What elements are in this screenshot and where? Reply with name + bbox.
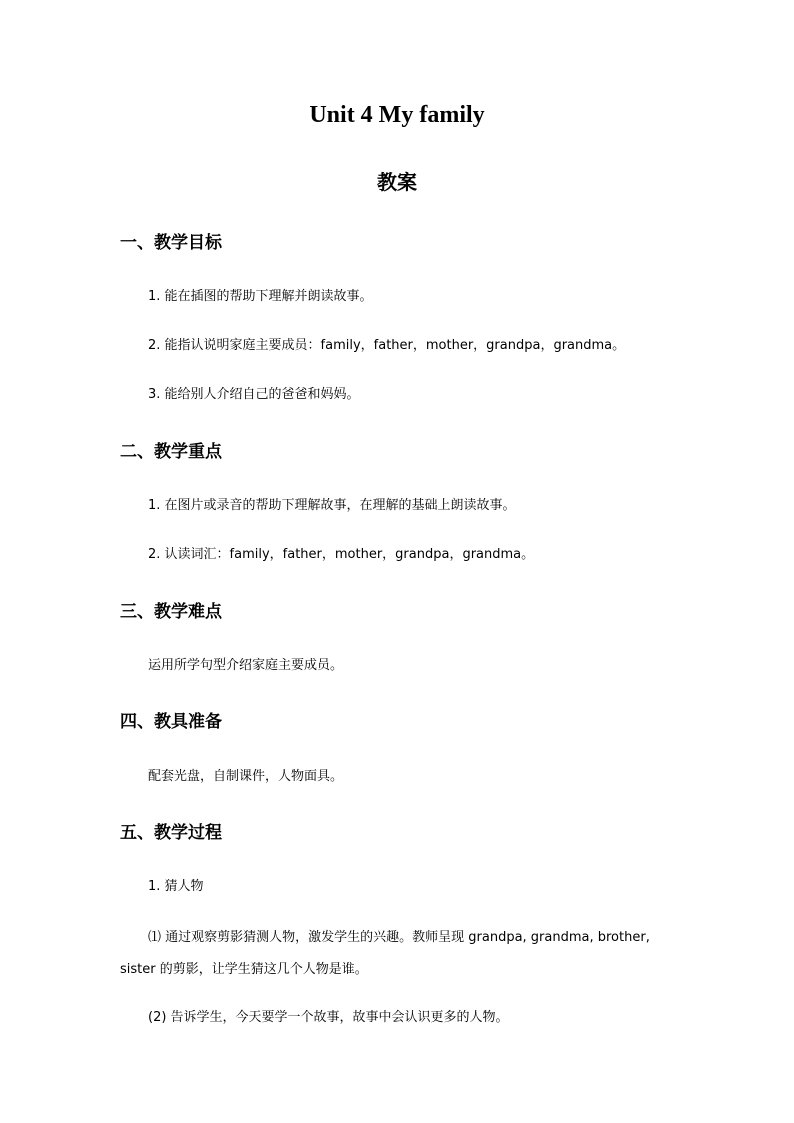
document-title: Unit 4 My family (309, 102, 485, 128)
section-heading-difficulties: 三、教学难点 (120, 602, 222, 622)
section-heading-materials: 四、教具准备 (120, 712, 222, 732)
difficulties-text: 运用所学句型介绍家庭主要成员。 (148, 658, 344, 673)
process-paragraph-1-line-2: sister 的剪影，让学生猜这几个人物是谁。 (120, 962, 368, 977)
objective-item-1: 1. 能在插图的帮助下理解并朗读故事。 (148, 289, 373, 304)
section-heading-objectives: 一、教学目标 (120, 233, 222, 253)
process-paragraph-2: (2) 告诉学生，今天要学一个故事，故事中会认识更多的人物。 (148, 1010, 509, 1025)
process-step-1: 1. 猜人物 (148, 879, 204, 894)
objective-item-3: 3. 能给别人介绍自己的爸爸和妈妈。 (148, 387, 360, 402)
section-heading-key-points: 二、教学重点 (120, 442, 222, 462)
document-subtitle: 教案 (377, 170, 417, 194)
key-point-item-2: 2. 认读词汇：family，father，mother，grandpa，grandma。 (148, 547, 535, 562)
section-heading-process: 五、教学过程 (120, 823, 222, 843)
key-point-item-1: 1. 在图片或录音的帮助下理解故事，在理解的基础上朗读故事。 (148, 498, 516, 513)
materials-text: 配套光盘，自制课件，人物面具。 (148, 769, 344, 784)
process-paragraph-1-line-1: ⑴ 通过观察剪影猜测人物，激发学生的兴趣。教师呈现 grandpa, grandma, brother, (148, 930, 650, 945)
objective-item-2: 2. 能指认说明家庭主要成员：family，father，mother，grandpa，grandma。 (148, 338, 626, 353)
